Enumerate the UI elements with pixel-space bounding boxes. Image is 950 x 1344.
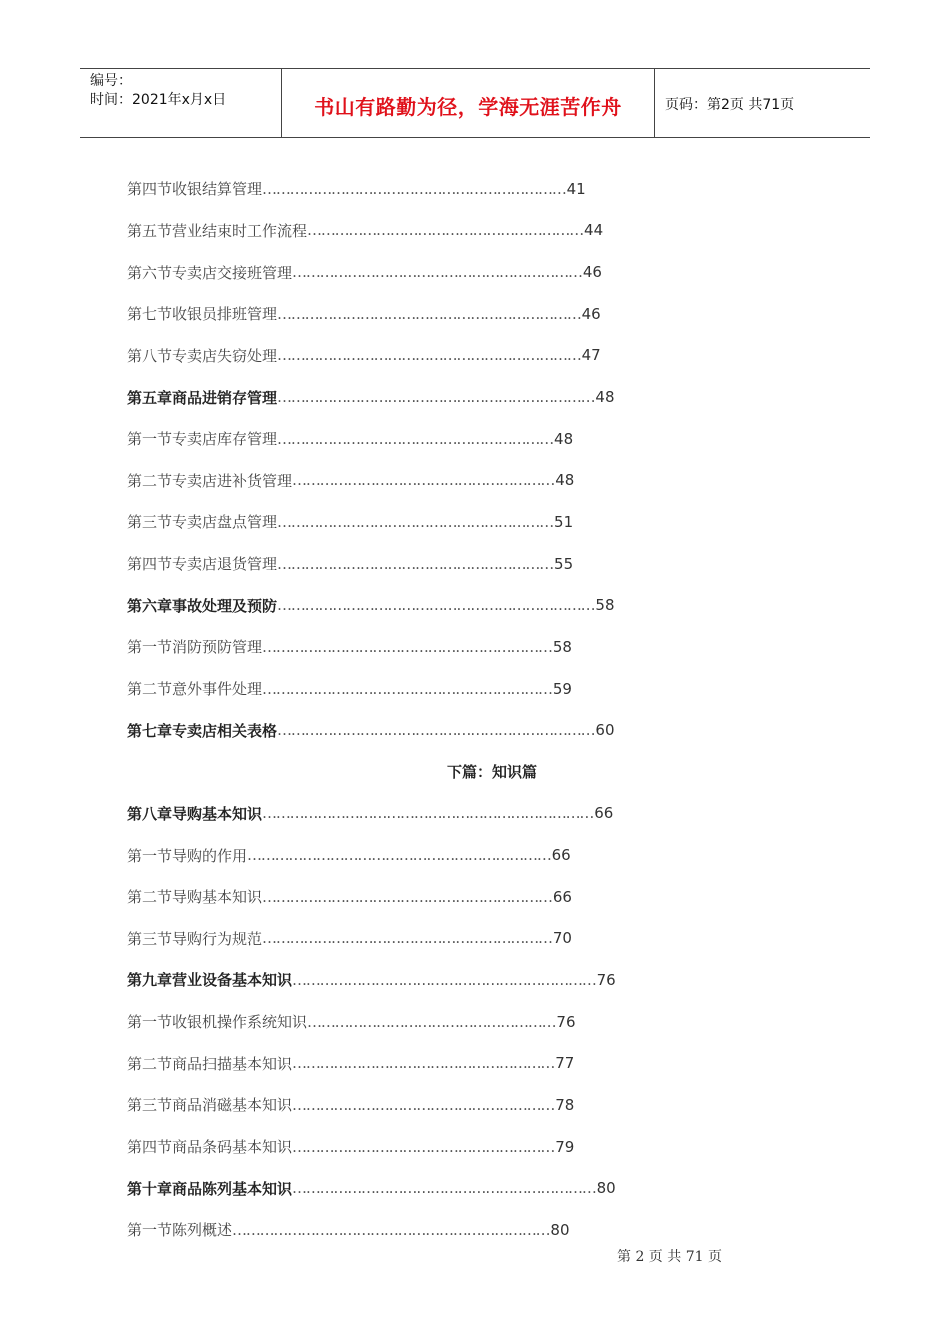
toc-entry-title: 第三节专卖店盘点管理 [127,513,278,532]
toc-page-number: 41 [566,179,586,198]
page-header [80,68,870,138]
toc-entry-title: 第五节营业结束时工作流程 [127,221,308,240]
toc-entry-title: 第十章商品陈列基本知识 [127,1179,293,1198]
toc-leader-dots: ………………………………………………… [292,1095,555,1114]
toc-leader-dots: ………………………………………………… [292,471,555,490]
header-meta [80,69,282,137]
toc-entry-section[interactable] [127,210,727,252]
toc-page-number: 59 [552,679,572,698]
toc-entry-title: 第四节专卖店退货管理 [127,555,278,574]
toc-leader-dots: ………………………………………………………… [247,846,551,865]
toc-leader-dots: ……………………………………………………… [292,263,582,282]
toc-entry-section[interactable] [127,1209,727,1251]
toc-entry-title: 第一节专卖店库存管理 [127,430,278,449]
toc-entry-title: 第一节消防预防管理 [127,638,263,657]
toc-leader-dots: …………………………………………………… [277,554,554,573]
toc-entry-title: 第七节收银员排班管理 [127,305,278,324]
toc-entry-title: 第七章专卖店相关表格 [127,721,278,740]
toc-entry-section[interactable] [127,501,727,543]
toc-leader-dots: ……………………………………………………… [262,929,552,948]
toc-leader-dots: …………………………………………………… [307,221,584,240]
toc-entry-title: 第九章营业设备基本知识 [127,971,293,990]
document-number-label: 编号： [90,73,132,89]
toc-entry-title: 第二节意外事件处理 [127,680,263,698]
toc-entry-section[interactable] [127,543,727,585]
toc-entry-chapter[interactable] [127,709,727,751]
toc-entry-section[interactable] [127,1126,727,1168]
toc-entry-title: 第二节商品扫描基本知识 [127,1054,293,1073]
toc-page-number: 48 [555,471,575,490]
toc-entry-section[interactable] [127,459,727,501]
toc-page-number: 46 [582,263,602,282]
toc-leader-dots: …………………………………………………………… [277,596,595,615]
toc-page-number: 47 [581,346,601,365]
toc-entry-section[interactable] [127,626,727,668]
toc-page-number: 46 [581,304,601,323]
table-of-contents [127,168,727,1251]
toc-leader-dots: …………………………………………………… [277,512,554,531]
header-page-info: 页码：第2页 共71页 [665,97,795,113]
toc-leader-dots: ………………………………………………………… [262,179,566,198]
toc-page-number: 51 [554,512,574,531]
toc-entry-title: 第一节收银机操作系统知识 [127,1013,308,1032]
toc-page-number: 48 [595,388,615,407]
toc-entry-title: 第一节导购的作用 [127,846,248,865]
toc-entry-section[interactable] [127,1084,727,1126]
toc-part-heading [127,751,727,793]
toc-page-number: 78 [555,1095,575,1114]
toc-page-number: 66 [552,887,572,906]
toc-entry-section[interactable] [127,876,727,918]
toc-page-number: 66 [594,804,614,823]
document-time-label: 时间：2021年x月x日 [90,92,227,108]
toc-entry-section[interactable] [127,668,727,710]
toc-page-number: 80 [550,1220,570,1239]
toc-leader-dots: ………………………………………………… [292,1054,555,1073]
toc-page-number: 58 [552,637,572,656]
toc-leader-dots: …………………………………………………… [277,429,554,448]
toc-leader-dots: …………………………………………………………… [277,721,595,740]
toc-entry-title: 第四节收银结算管理 [127,180,263,199]
toc-entry-title: 第六章事故处理及预防 [127,596,278,615]
toc-entry-chapter[interactable] [127,793,727,835]
toc-page-number: 66 [551,846,571,865]
toc-entry-section[interactable] [127,168,727,210]
toc-page-number: 80 [596,1179,616,1198]
toc-entry-title: 第二节专卖店进补货管理 [127,471,293,490]
toc-leader-dots: ……………………………………………………………… [262,804,594,823]
toc-leader-dots: ………………………………………………… [292,1137,555,1156]
toc-entry-section[interactable] [127,251,727,293]
toc-entry-title: 第六节专卖店交接班管理 [127,263,293,282]
toc-entry-chapter[interactable] [127,1167,727,1209]
toc-entry-section[interactable] [127,918,727,960]
toc-page-number: 76 [556,1012,576,1031]
toc-leader-dots: ……………………………………………………… [262,679,552,698]
toc-page-number: 44 [584,221,604,240]
header-motto: 书山有路勤为径，学海无涯苦作舟 [282,69,655,137]
toc-leader-dots: ………………………………………………………… [277,346,581,365]
toc-page-number: 79 [555,1137,575,1156]
toc-entry-chapter[interactable] [127,959,727,1001]
toc-entry-section[interactable] [127,1042,727,1084]
toc-page-number: 58 [595,596,615,615]
toc-leader-dots: …………………………………………………………… [232,1220,550,1239]
toc-page-number: 77 [555,1054,575,1073]
page-footer: 第 2 页 共 71 页 [617,1249,722,1265]
toc-page-number: 48 [554,429,574,448]
toc-leader-dots: ………………………………………………………… [277,304,581,323]
toc-entry-section[interactable] [127,834,727,876]
toc-leader-dots: ………………………………………………………… [292,1179,596,1198]
toc-entry-chapter[interactable] [127,584,727,626]
toc-page-number: 60 [595,721,615,740]
toc-entry-chapter[interactable] [127,376,727,418]
toc-leader-dots: …………………………………………………………… [277,388,595,407]
toc-entry-title: 第四节商品条码基本知识 [127,1138,293,1157]
toc-leader-dots: ……………………………………………………… [262,887,552,906]
toc-entry-section[interactable] [127,418,727,460]
toc-entry-title: 第三节导购行为规范 [127,929,263,948]
toc-entry-title: 第八节专卖店失窃处理 [127,346,278,365]
toc-entry-section[interactable] [127,293,727,335]
toc-entry-section[interactable] [127,335,727,377]
toc-leader-dots: ………………………………………………………… [292,970,596,989]
toc-page-number: 76 [596,970,616,989]
toc-entry-title: 第二节导购基本知识 [127,888,263,907]
toc-leader-dots: ……………………………………………………… [262,637,552,656]
toc-leader-dots: ……………………………………………… [307,1012,556,1031]
toc-entry-title: 下篇：知识篇 [446,763,537,782]
toc-entry-title: 第三节商品消磁基本知识 [127,1096,293,1115]
toc-page-number: 70 [552,929,572,948]
toc-entry-title: 第五章商品进销存管理 [127,388,278,407]
toc-entry-title: 第一节陈列概述 [127,1221,233,1240]
toc-page-number: 55 [554,554,574,573]
toc-entry-title: 第八章导购基本知识 [127,804,263,823]
toc-entry-section[interactable] [127,1001,727,1043]
